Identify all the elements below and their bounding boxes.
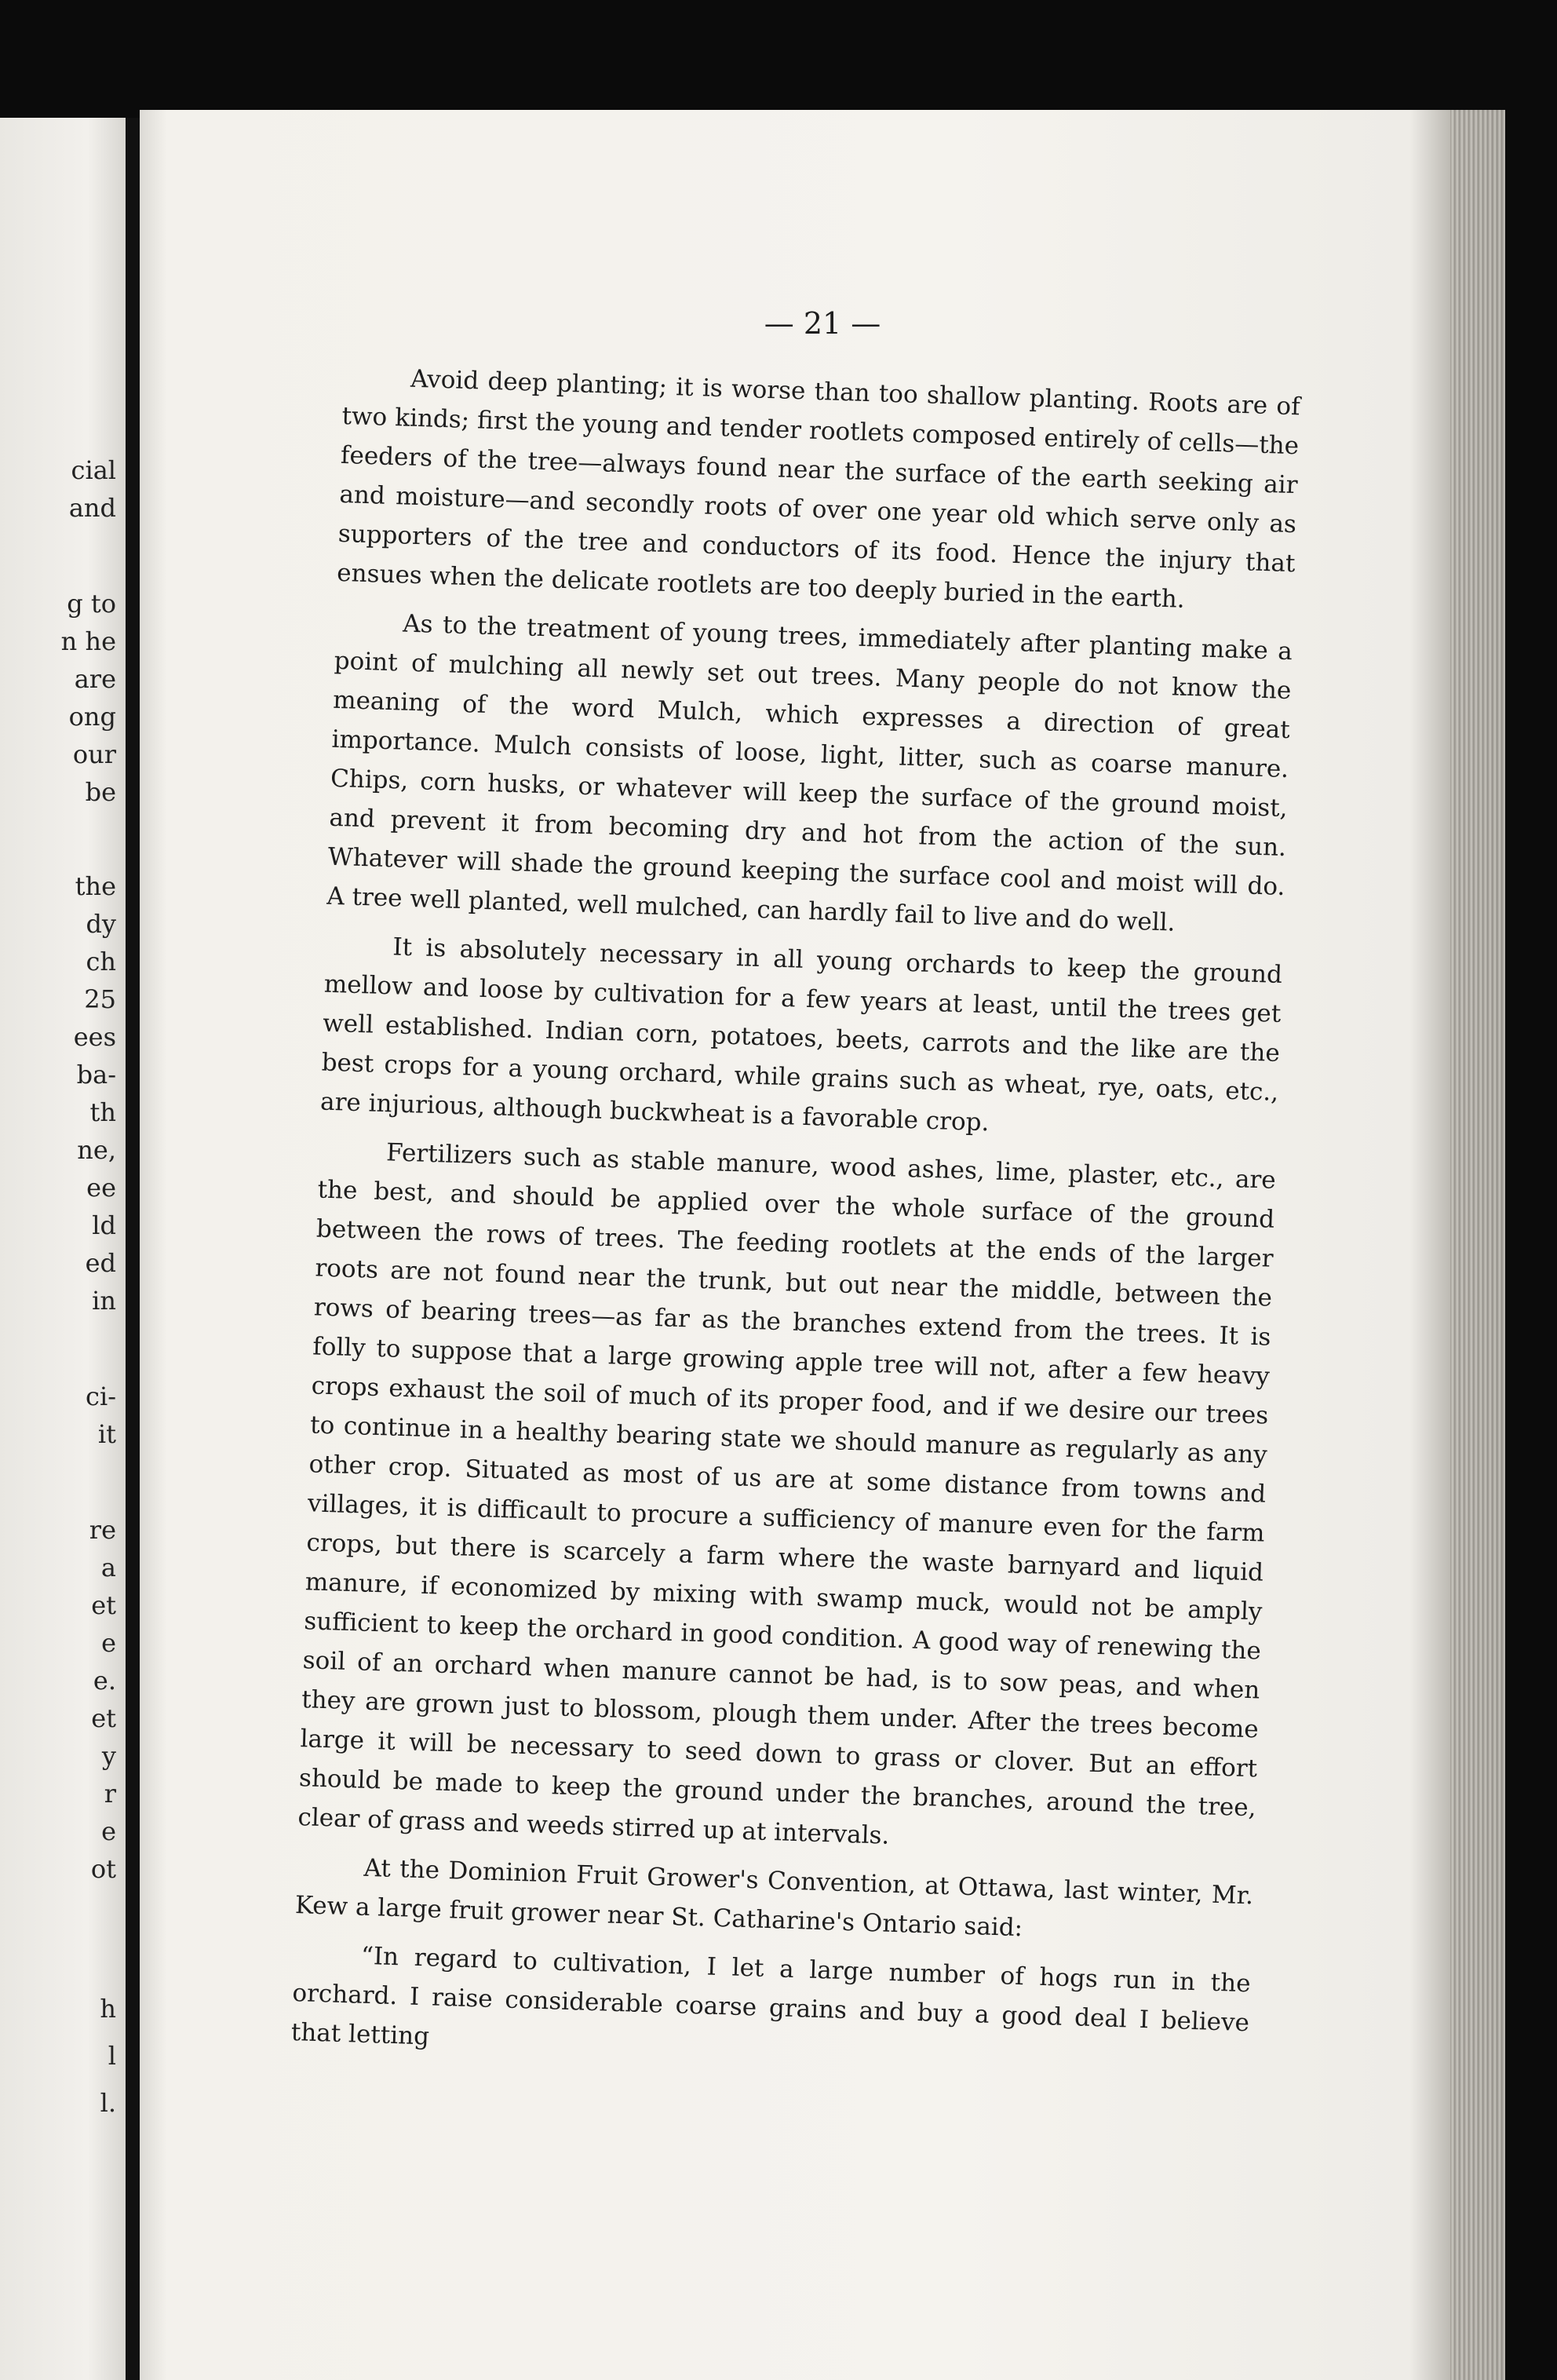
left-fragment: y (101, 1741, 116, 1771)
page-edge-shadow (1450, 110, 1505, 2380)
left-fragment: ong (68, 702, 116, 732)
paragraph-convention: At the Dominion Fruit Grower's Convention, at Ottawa, last winter, Mr. Kew a large fruit grower near St. Catharine's Ontario said: (294, 1853, 1254, 1943)
left-facing-page (0, 118, 126, 2380)
left-fragment: e (101, 1816, 116, 1846)
left-fragment: h (100, 1994, 116, 2024)
page-number: — 21 — (764, 306, 881, 341)
left-fragment: ne, (77, 1135, 116, 1165)
left-fragment: a (100, 1553, 116, 1582)
left-fragment: 25 (84, 984, 116, 1014)
left-fragment: l (108, 2041, 116, 2071)
left-fragment: dy (86, 909, 116, 939)
paragraph-mulching: As to the treatment of young trees, immediately after planting make a point of mulching all newly set out trees. Many people do not know the meaning of the word Mulch, which expresses a direction of great importance. Mulch consists of loose, light, litter, such as coarse manure. Chips, corn husks, or whatever will keep the surface of the ground moist, and prevent it from becoming dry and hot from the action of the sun. Whatever will shade the ground keeping the surface cool and moist will do. A tree well planted, well mulched, can hardly fail to live and do well. (326, 609, 1293, 937)
left-fragment: and (68, 493, 116, 523)
body-text (290, 357, 1301, 2091)
left-fragment: ba- (76, 1060, 116, 1090)
left-fragment: r (104, 1779, 116, 1809)
left-fragment: our (72, 739, 116, 769)
paragraph-deep-planting: Avoid deep planting; it is worse than too shallow planting. Roots are of two kinds; first the young and tender rootlets composed entirely of cells—the feeders of the tree—always found near the surface of the earth seeking air and moisture—and secondly roots of over one year old which serve only as supporters of the tree and conductors of its food. Hence the injury that ensues when the delicate rootlets are too deeply buried in the earth. (336, 364, 1301, 614)
left-fragment: cial (71, 455, 116, 485)
paragraph-quote: “In regard to cultivation, I let a large number of hogs run in the orchard. I raise considerable coarse grains and buy a good deal I believe that letting (290, 1941, 1252, 2051)
left-fragment: ot (90, 1854, 116, 1884)
left-fragment: l. (100, 2088, 116, 2118)
left-fragment: ld (92, 1210, 116, 1240)
left-fragment: ee (86, 1173, 116, 1203)
book-page (140, 110, 1505, 2380)
left-fragment: ed (85, 1248, 116, 1278)
book-gutter (126, 118, 140, 2380)
left-fragment: ci- (86, 1382, 116, 1411)
paragraph-cultivation: It is absolutely necessary in all young orchards to keep the ground mellow and loose by cultivation for a few years at least, until the trees get well established. Indian corn, potatoes, beets, carrots and the like are the best crops for a young orchard, while grains such as wheat, rye, oats, etc., are injurious, although buckwheat is a favorable crop. (319, 933, 1283, 1137)
left-fragment: re (89, 1515, 116, 1545)
left-fragment: ch (86, 947, 116, 976)
left-fragment: g to (67, 589, 116, 619)
paragraph-fertilizers: Fertilizers such as stable manure, wood ashes, lime, plaster, etc., are the best, and should be applied over the whole surface of the ground between the rows of trees. The feeding rootlets at the ends of the larger roots are not found near the trunk, but out near the middle, between the rows of bearing trees—as far as the branches extend from the trees. It is folly to suppose that a large growing apple tree will not, after a few heavy crops exhaust the soil of much of its proper food, and if we desire our trees to continue in a healthy bearing state we should manure as regularly as any other crop. Situated as most of us are at some distance from towns and villages, it is difficault to procure a sufficiency of manure even for the farm crops, but there is scarcely a farm where the waste barnyard and liquid manure, if economized by mixing with swamp muck, would not be amply sufficient to keep the orchard in good condition. A good way of renewing the soil of an orchard when manure cannot be had, is to sow peas, and when they are grown just to blossom, plough them under. After the trees become large it will be necessary to seed down to grass or clover. But an effort should be made to keep the ground under the branches, around the tree, clear of grass and weeds stirred up at intervals. (297, 1138, 1277, 1850)
left-fragment: n he (60, 626, 116, 656)
left-fragment: the (75, 871, 116, 901)
left-fragment: it (97, 1419, 116, 1449)
left-fragment: ees (73, 1022, 116, 1052)
left-fragment: et (91, 1703, 116, 1733)
left-fragment: in (92, 1286, 116, 1316)
left-fragment: e (101, 1628, 116, 1658)
left-fragment: th (89, 1097, 116, 1127)
left-fragment: are (74, 664, 116, 694)
left-fragment: et (91, 1590, 116, 1620)
left-fragment: be (85, 777, 116, 807)
left-fragment: e. (93, 1666, 116, 1696)
